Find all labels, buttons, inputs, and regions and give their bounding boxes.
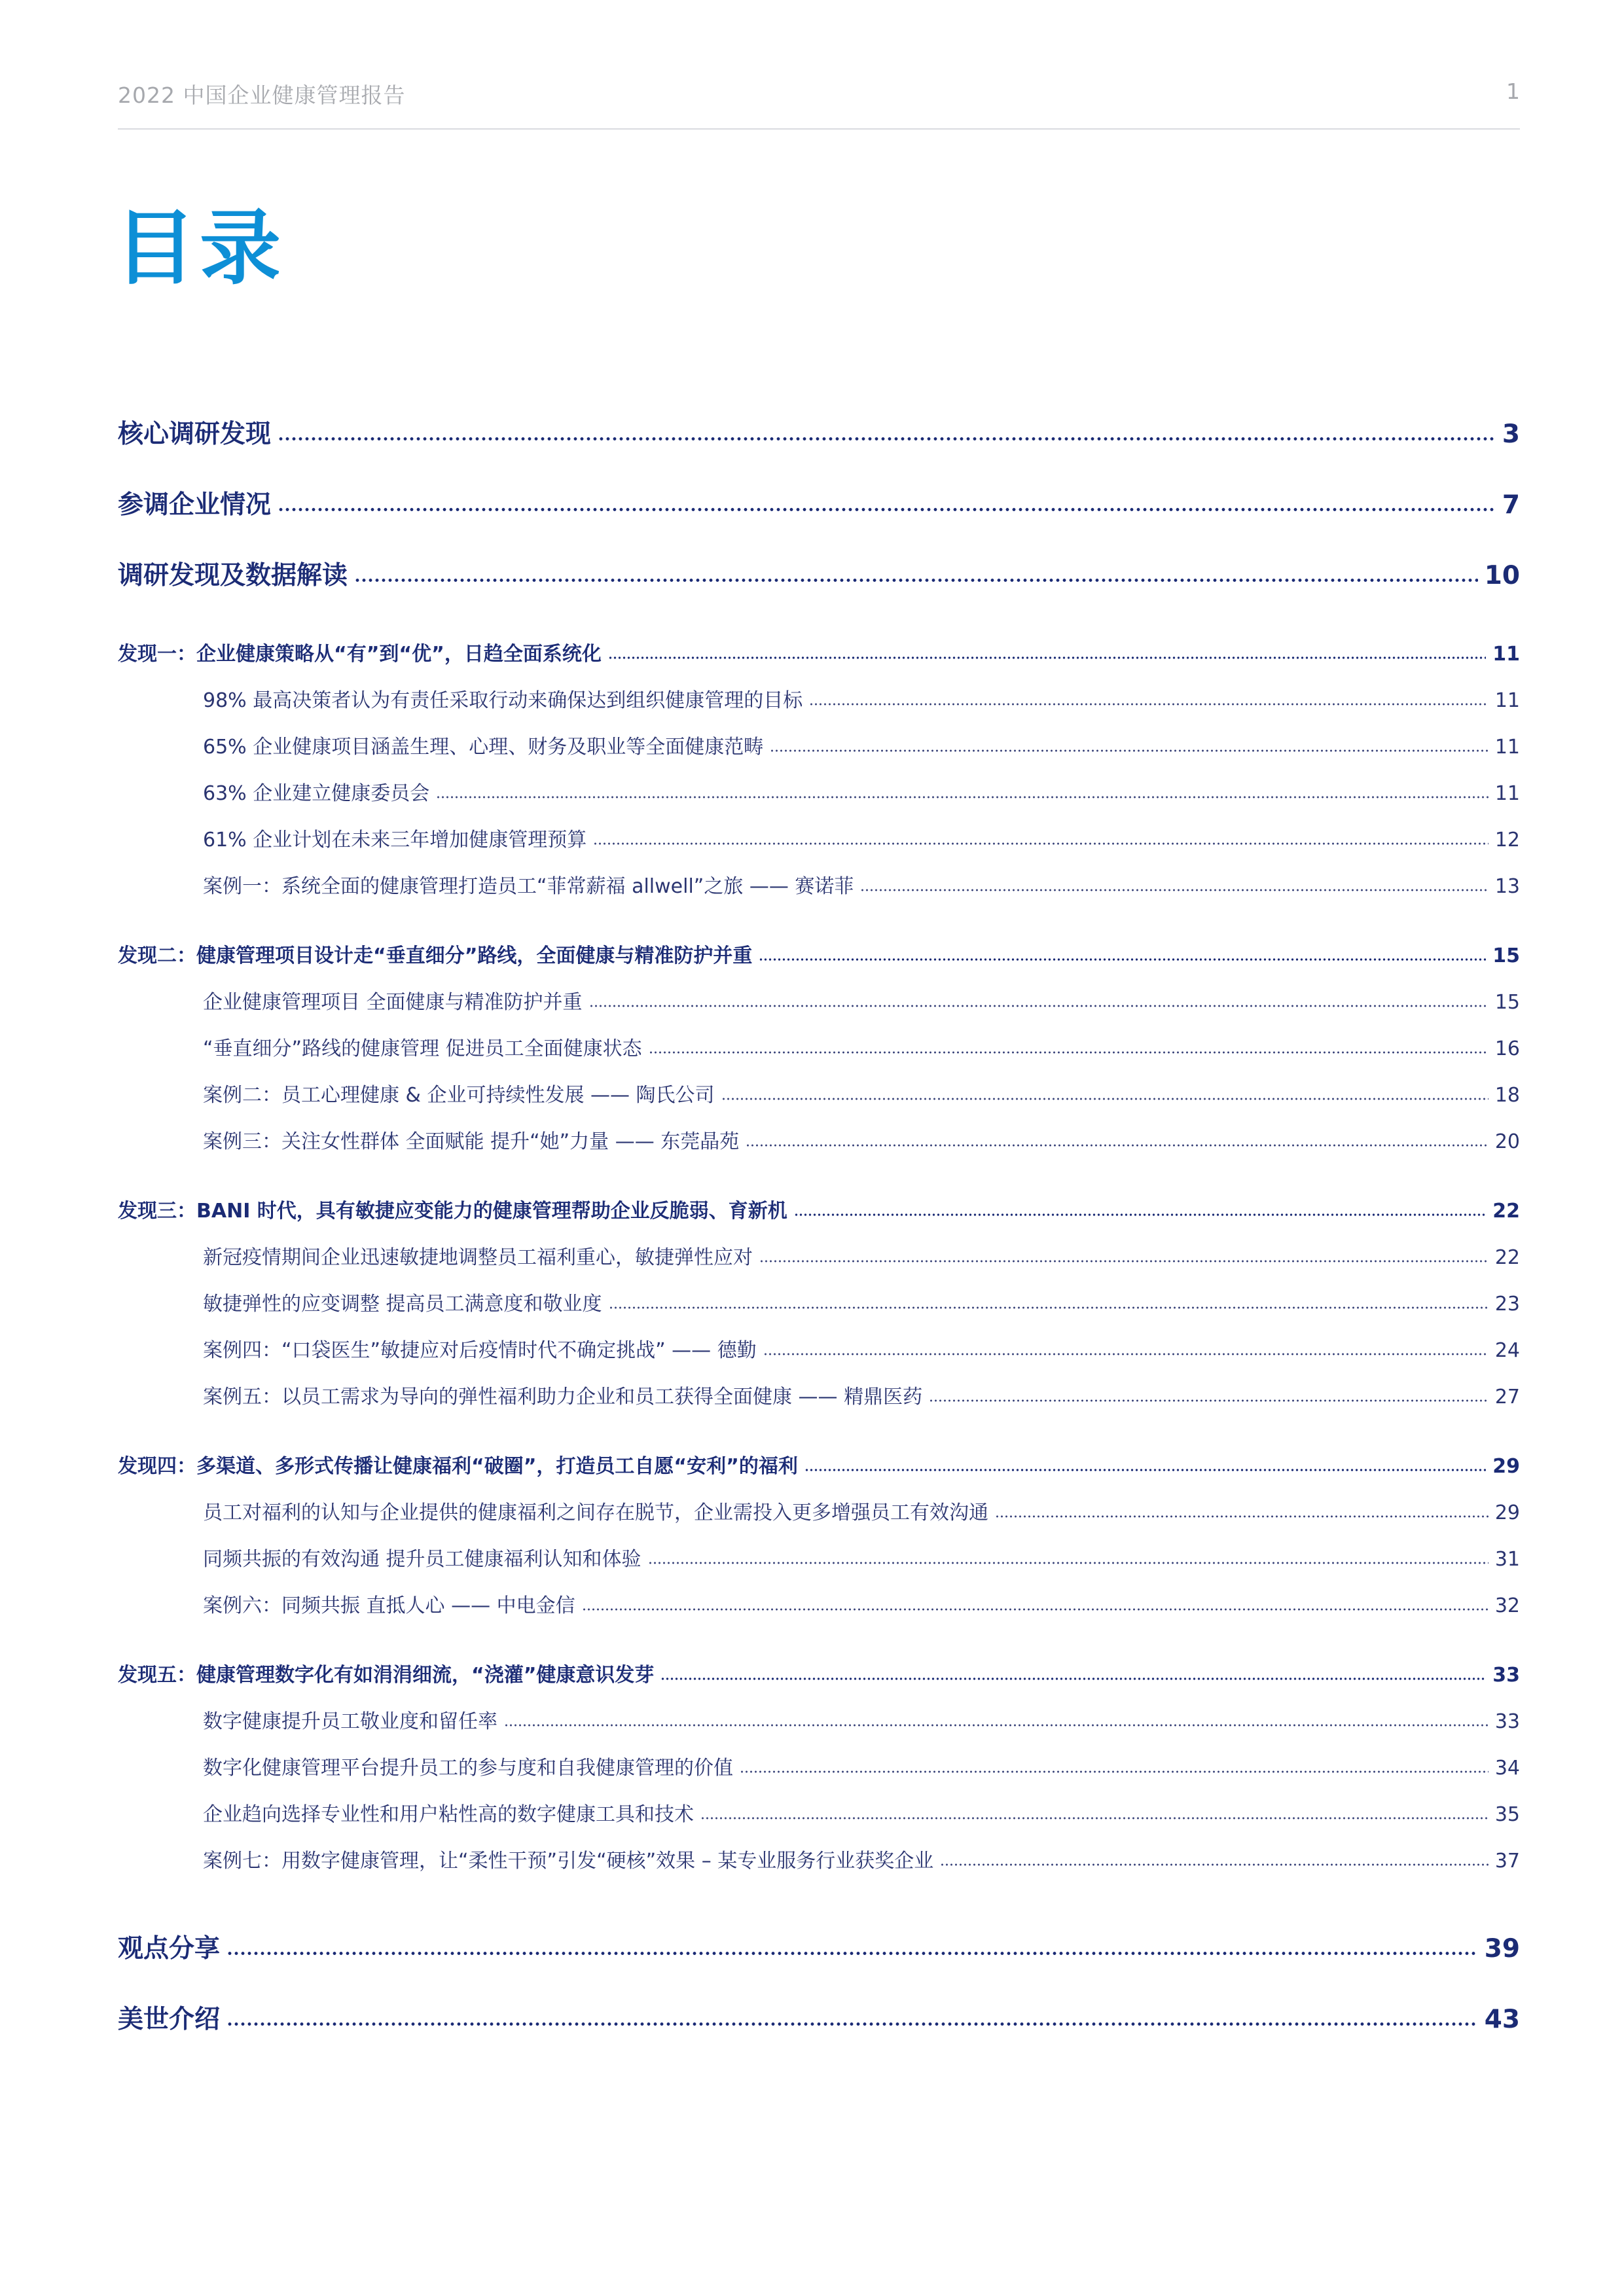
- dot-leader: [649, 1035, 1489, 1055]
- toc-section-finding-4[interactable]: [118, 1443, 1520, 1490]
- toc-section-finding-5[interactable]: [118, 1652, 1520, 1698]
- dot-leader: [770, 734, 1489, 753]
- toc-entry-page: 7: [1502, 490, 1520, 520]
- toc-section-finding-2[interactable]: [118, 933, 1520, 979]
- toc-entry-findings-data[interactable]: [118, 541, 1520, 611]
- dot-leader: [278, 488, 1496, 513]
- dot-leader: [746, 1128, 1489, 1148]
- toc-item-page: 29: [1494, 1501, 1520, 1524]
- toc-item[interactable]: [118, 1072, 1520, 1119]
- toc-item-title: 案例二：员工心理健康 & 企业可持续性发展 —— 陶氏公司: [203, 1084, 715, 1107]
- toc-item-page: 31: [1494, 1548, 1520, 1571]
- toc-section-page: 33: [1492, 1664, 1520, 1687]
- toc-item-title: 65% 企业健康项目涵盖生理、心理、财务及职业等全面健康范畴: [203, 736, 764, 759]
- toc-item-page: 12: [1494, 829, 1520, 852]
- toc-item-title: 数字健康提升员工敬业度和留任率: [203, 1710, 497, 1733]
- toc-entry-viewpoints[interactable]: [118, 1914, 1520, 1984]
- toc-item-title: 案例七：用数字健康管理，让“柔性干预”引发“硬核”效果 – 某专业服务行业获奖企业: [203, 1850, 934, 1873]
- toc-entry-title: 调研发现及数据解读: [118, 561, 348, 590]
- dot-leader: [740, 1755, 1489, 1774]
- toc-item[interactable]: [118, 1745, 1520, 1791]
- toc-item-page: 34: [1494, 1757, 1520, 1780]
- dot-leader: [721, 1082, 1489, 1102]
- toc-item[interactable]: [118, 1026, 1520, 1072]
- toc-entry-title: 美世介绍: [118, 2005, 221, 2034]
- dot-leader: [995, 1499, 1489, 1519]
- toc-section-title: 发现五：健康管理数字化有如涓涓细流，“浇灌”健康意识发芽: [118, 1664, 655, 1687]
- toc-item-title: 数字化健康管理平台提升员工的参与度和自我健康管理的价值: [203, 1757, 733, 1780]
- toc-entry-title: 参调企业情况: [118, 490, 272, 520]
- toc-item-page: 11: [1494, 689, 1520, 712]
- toc-item[interactable]: [118, 724, 1520, 770]
- toc-item[interactable]: [118, 1234, 1520, 1281]
- toc-section-title: 发现四：多渠道、多形式传播让健康福利“破圈”，打造员工自愿“安利”的福利: [118, 1455, 798, 1478]
- dot-leader: [660, 1662, 1486, 1681]
- toc-item[interactable]: [118, 1536, 1520, 1583]
- toc-item-page: 22: [1494, 1246, 1520, 1269]
- toc-section-page: 22: [1492, 1200, 1520, 1223]
- toc-item-page: 18: [1494, 1084, 1520, 1107]
- table-of-contents: [118, 399, 1520, 2055]
- toc-item[interactable]: [118, 770, 1520, 817]
- toc-entry-core-findings[interactable]: [118, 399, 1520, 470]
- toc-item-title: 98% 最高决策者认为有责任采取行动来确保达到组织健康管理的目标: [203, 689, 803, 712]
- toc-item[interactable]: [118, 863, 1520, 910]
- dot-leader: [648, 1546, 1489, 1566]
- toc-item[interactable]: [118, 677, 1520, 724]
- toc-item[interactable]: [118, 1281, 1520, 1327]
- toc-item-title: 案例五：以员工需求为导向的弹性福利助力企业和员工获得全面健康 —— 精鼎医药: [203, 1386, 923, 1408]
- running-header: [118, 79, 1520, 130]
- toc-item-page: 23: [1494, 1293, 1520, 1316]
- toc-item-title: 案例三：关注女性群体 全面赋能 提升“她”力量 —— 东莞晶苑: [203, 1130, 740, 1153]
- toc-item[interactable]: [118, 1583, 1520, 1629]
- toc-entry-page: 10: [1484, 561, 1520, 590]
- toc-entry-page: 43: [1484, 2005, 1520, 2034]
- dot-leader: [940, 1848, 1489, 1867]
- toc-entry-page: 3: [1502, 420, 1520, 449]
- dot-leader: [929, 1384, 1489, 1403]
- toc-section-title: 发现三：BANI 时代，具有敏捷应变能力的健康管理帮助企业反脆弱、育新机: [118, 1200, 787, 1223]
- toc-item-title: 案例一：系统全面的健康管理打造员工“菲常薪福 allwell”之旅 —— 赛诺菲: [203, 875, 854, 898]
- toc-item[interactable]: [118, 1119, 1520, 1165]
- toc-item[interactable]: [118, 817, 1520, 863]
- toc-item-page: 27: [1494, 1386, 1520, 1408]
- toc-item[interactable]: [118, 1698, 1520, 1745]
- running-title: 2022 中国企业健康管理报告: [118, 82, 406, 108]
- toc-item-title: 同频共振的有效沟通 提升员工健康福利认知和体验: [203, 1548, 641, 1571]
- toc-item-page: 24: [1494, 1339, 1520, 1362]
- toc-entry-participants[interactable]: [118, 470, 1520, 541]
- toc-item[interactable]: [118, 1374, 1520, 1420]
- dot-leader: [436, 780, 1489, 800]
- toc-item-page: 33: [1494, 1710, 1520, 1733]
- toc-item-title: “垂直细分”路线的健康管理 促进员工全面健康状态: [203, 1037, 642, 1060]
- toc-title: 目录: [115, 202, 285, 296]
- toc-item[interactable]: [118, 1838, 1520, 1884]
- dot-leader: [608, 641, 1486, 660]
- toc-item-title: 61% 企业计划在未来三年增加健康管理预算: [203, 829, 587, 852]
- toc-item[interactable]: [118, 979, 1520, 1026]
- toc-section-title: 发现二：健康管理项目设计走“垂直细分”路线，全面健康与精准防护并重: [118, 944, 753, 967]
- toc-item-page: 37: [1494, 1850, 1520, 1873]
- toc-item-page: 13: [1494, 875, 1520, 898]
- dot-leader: [700, 1801, 1489, 1821]
- toc-item-title: 案例四：“口袋医生”敏捷应对后疫情时代不确定挑战” —— 德勤: [203, 1339, 757, 1362]
- toc-item-page: 35: [1494, 1803, 1520, 1826]
- toc-item-title: 63% 企业建立健康委员会: [203, 782, 430, 805]
- toc-item-page: 32: [1494, 1594, 1520, 1617]
- dot-leader: [504, 1708, 1489, 1728]
- toc-entry-about-mercer[interactable]: [118, 1984, 1520, 2055]
- dot-leader: [759, 942, 1486, 962]
- toc-item-page: 11: [1494, 736, 1520, 759]
- toc-item-page: 20: [1494, 1130, 1520, 1153]
- toc-section-page: 29: [1492, 1455, 1520, 1478]
- dot-leader: [794, 1198, 1486, 1217]
- toc-section-finding-1[interactable]: [118, 631, 1520, 677]
- dot-leader: [759, 1244, 1489, 1264]
- toc-item-page: 15: [1494, 991, 1520, 1014]
- toc-item[interactable]: [118, 1791, 1520, 1838]
- toc-item[interactable]: [118, 1490, 1520, 1536]
- dot-leader: [593, 827, 1489, 846]
- toc-item-title: 企业健康管理项目 全面健康与精准防护并重: [203, 991, 583, 1014]
- toc-section-page: 11: [1492, 643, 1520, 666]
- dot-leader: [589, 989, 1489, 1009]
- dot-leader: [609, 1291, 1489, 1310]
- dot-leader: [860, 873, 1488, 893]
- toc-item-page: 11: [1494, 782, 1520, 805]
- toc-section-page: 15: [1492, 944, 1520, 967]
- toc-item-page: 16: [1494, 1037, 1520, 1060]
- dot-leader: [278, 417, 1496, 442]
- toc-item-title: 新冠疫情期间企业迅速敏捷地调整员工福利重心，敏捷弹性应对: [203, 1246, 753, 1269]
- dot-leader: [804, 1453, 1486, 1473]
- dot-leader: [809, 687, 1489, 707]
- toc-section-title: 发现一：企业健康策略从“有”到“优”，日趋全面系统化: [118, 643, 602, 666]
- dot-leader: [763, 1337, 1489, 1357]
- toc-entry-title: 核心调研发现: [118, 420, 272, 449]
- dot-leader: [226, 2002, 1478, 2028]
- toc-item-title: 案例六：同频共振 直抵人心 —— 中电金信: [203, 1594, 575, 1617]
- toc-item[interactable]: [118, 1327, 1520, 1374]
- dot-leader: [226, 1931, 1478, 1957]
- toc-item-title: 敏捷弹性的应变调整 提高员工满意度和敬业度: [203, 1293, 602, 1316]
- dot-leader: [582, 1592, 1489, 1612]
- toc-entry-page: 39: [1484, 1934, 1520, 1964]
- toc-section-finding-3[interactable]: [118, 1188, 1520, 1234]
- toc-entry-title: 观点分享: [118, 1934, 221, 1964]
- dot-leader: [354, 558, 1478, 584]
- toc-item-title: 员工对福利的认知与企业提供的健康福利之间存在脱节，企业需投入更多增强员工有效沟通: [203, 1501, 988, 1524]
- toc-item-title: 企业趋向选择专业性和用户粘性高的数字健康工具和技术: [203, 1803, 694, 1826]
- page-number: 1: [1506, 79, 1520, 104]
